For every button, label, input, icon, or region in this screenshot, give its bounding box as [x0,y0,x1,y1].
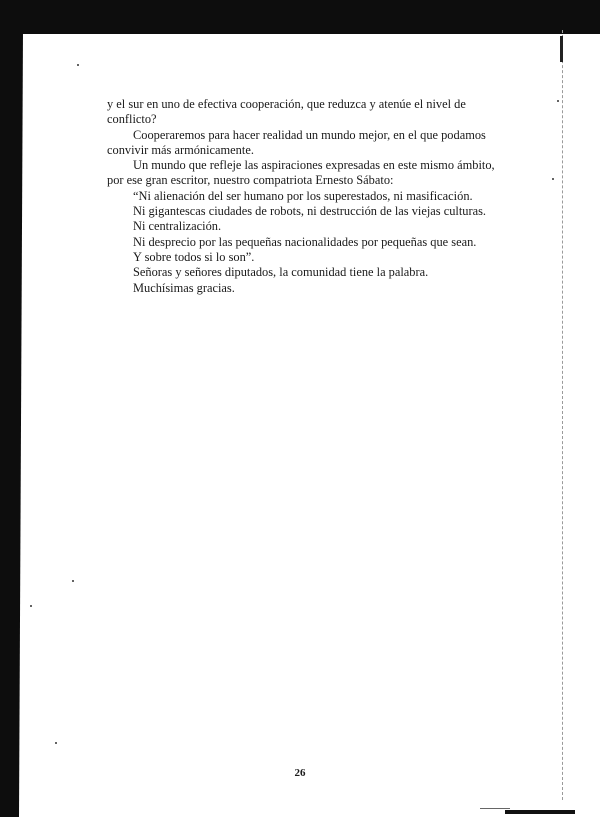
scan-frame-left-taper [19,30,23,817]
quote-line: Ni centralización. [133,219,222,234]
body-line: por ese gran escritor, nuestro compatriota Ernesto Sábato: [107,173,394,188]
scan-frame-top-taper [0,22,600,34]
body-line: Un mundo que refleje las aspiraciones expresadas en este mismo ámbito, [133,158,495,173]
scan-bottom-rule-thin [480,808,510,809]
quote-line: Ni desprecio por las pequeñas nacionalidades por pequeñas que sean. [133,234,477,249]
document-body [107,97,502,296]
body-line: Muchísimas gracias. [133,280,235,295]
quote-line: Y sobre todos si lo son”. [133,249,255,264]
scan-speck [72,580,74,582]
scan-speck [77,64,79,66]
body-line: convivir más armónicamente. [107,142,254,157]
quote-line: “Ni alienación del ser humano por los superestados, ni masificación. [133,188,473,203]
scan-right-edge-mark [560,36,563,62]
page-number: 26 [294,767,306,779]
quote-line: Ni gigantescas ciudades de robots, ni destrucción de las viejas culturas. [133,204,487,219]
body-line: Señoras y señores diputados, la comunidad tiene la palabra. [133,265,429,280]
body-line: y el sur en uno de efectiva cooperación, que reduzca y atenúe el nivel de [107,97,466,111]
body-line: conflicto? [107,112,157,127]
scan-frame-left [0,0,19,817]
scan-speck [557,100,559,102]
scan-speck [30,605,32,607]
scan-bottom-rule [505,810,575,814]
scan-speck [55,742,57,744]
scan-speck [552,178,554,180]
body-line: Cooperaremos para hacer realidad un mundo mejor, en el que podamos [133,127,486,142]
scan-right-edge [562,30,563,800]
